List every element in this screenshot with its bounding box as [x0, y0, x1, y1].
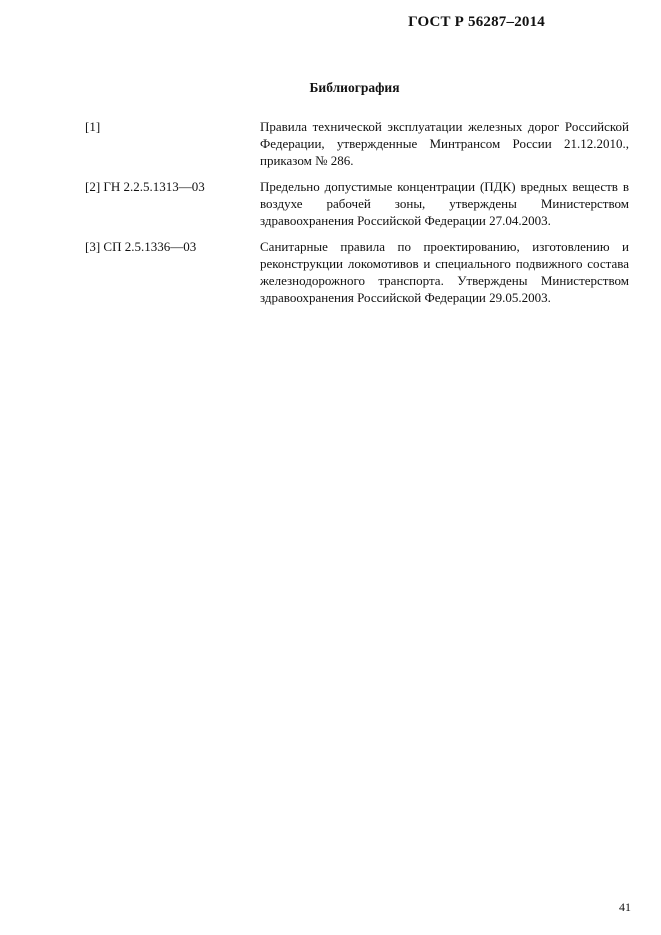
bibliography-entry — [85, 118, 629, 169]
bibliography-entry — [85, 238, 629, 306]
bibliography-ref: [2] ГН 2.2.5.1313—03 — [85, 179, 205, 194]
page-number: 41 — [619, 900, 631, 914]
bibliography-list — [85, 118, 629, 315]
bibliography-text: Предельно допустимые концентрации (ПДК) вредных веществ в воздухе рабочей зоны, утверждены Министерством здравоохранения Российской Федерации 27.04.2003. — [260, 179, 629, 228]
document-header: ГОСТ Р 56287–2014 — [408, 14, 545, 30]
bibliography-ref: [1] — [85, 119, 101, 134]
bibliography-text: Санитарные правила по проектированию, изготовлению и реконструкции локомотивов и специального подвижного состава железнодорожного транспорта. Утверждены Министерством здравоохранения Российской Федерации 29.05.2003. — [260, 239, 629, 305]
bibliography-text: Правила технической эксплуатации железных дорог Российской Федерации, утвержденные Минтрансом России 21.12.2010., приказом № 286. — [260, 119, 629, 168]
bibliography-entry — [85, 178, 629, 229]
bibliography-ref: [3] СП 2.5.1336—03 — [85, 239, 197, 254]
section-title-text: Библиография — [309, 80, 400, 95]
section-title — [0, 80, 661, 96]
